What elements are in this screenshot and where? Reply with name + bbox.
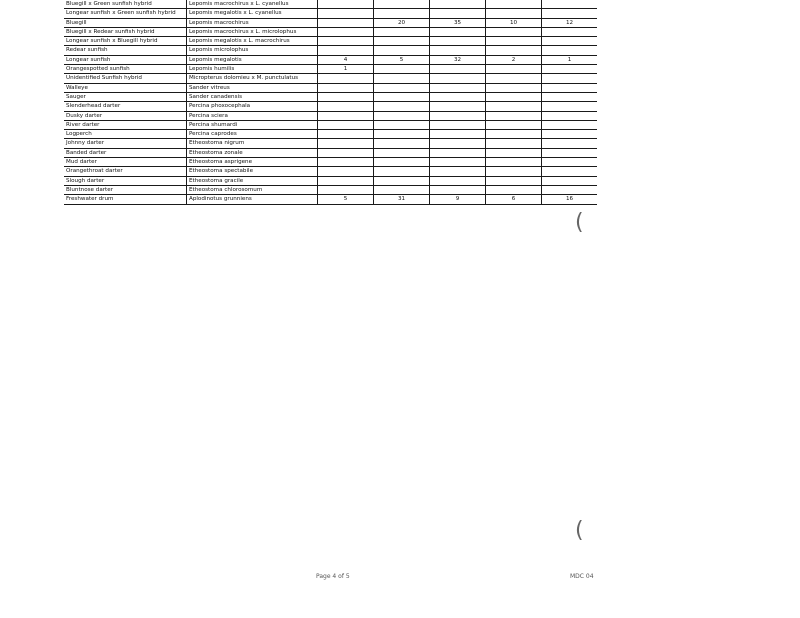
table-row: [64, 9, 597, 18]
common-name-cell: Bluntnose darter: [64, 185, 187, 194]
count-cell: [318, 46, 374, 55]
count-cell: [318, 167, 374, 176]
count-cell: [542, 130, 598, 139]
scientific-name-cell: Etheostoma spectabile: [187, 167, 318, 176]
table-row: [64, 37, 597, 46]
common-name-cell: Sauger: [64, 92, 187, 101]
scientific-name-cell: Lepomis microlophus: [187, 46, 318, 55]
count-cell: [374, 176, 430, 185]
count-cell: [318, 83, 374, 92]
scientific-name-cell: Etheostoma nigrum: [187, 139, 318, 148]
common-name-cell: Longear sunfish x Bluegill hybrid: [64, 37, 187, 46]
table-row: [64, 18, 597, 27]
count-cell: [374, 167, 430, 176]
count-cell: 35: [430, 18, 486, 27]
scientific-name-cell: Etheostoma chlorosomum: [187, 185, 318, 194]
count-cell: [374, 83, 430, 92]
count-cell: [374, 27, 430, 36]
scientific-name-cell: Sander vitreus: [187, 83, 318, 92]
count-cell: [318, 74, 374, 83]
table-row: [64, 111, 597, 120]
count-cell: [486, 139, 542, 148]
common-name-cell: Freshwater drum: [64, 195, 187, 204]
count-cell: [542, 139, 598, 148]
common-name-cell: Slough darter: [64, 176, 187, 185]
count-cell: [486, 158, 542, 167]
table-row: [64, 148, 597, 157]
count-cell: [430, 46, 486, 55]
count-cell: 5: [374, 55, 430, 64]
count-cell: [430, 139, 486, 148]
count-cell: [486, 0, 542, 9]
scientific-name-cell: Etheostoma gracile: [187, 176, 318, 185]
count-cell: [318, 0, 374, 9]
table-row: [64, 102, 597, 111]
count-cell: [486, 120, 542, 129]
count-cell: [430, 92, 486, 101]
count-cell: [430, 120, 486, 129]
table-row: [64, 74, 597, 83]
table-row: [64, 120, 597, 129]
count-cell: [374, 185, 430, 194]
count-cell: [430, 65, 486, 74]
count-cell: [542, 9, 598, 18]
count-cell: [318, 27, 374, 36]
count-cell: [430, 27, 486, 36]
count-cell: [486, 92, 542, 101]
count-cell: 9: [430, 195, 486, 204]
count-cell: 1: [542, 55, 598, 64]
common-name-cell: Unidentified Sunfish hybrid: [64, 74, 187, 83]
scientific-name-cell: Micropterus dolomieu x M. punctulatus: [187, 74, 318, 83]
common-name-cell: Dusky darter: [64, 111, 187, 120]
common-name-cell: Longear sunfish x Green sunfish hybrid: [64, 9, 187, 18]
scientific-name-cell: Etheostoma zonale: [187, 148, 318, 157]
table-row: [64, 167, 597, 176]
table-row: [64, 195, 597, 204]
count-cell: [318, 111, 374, 120]
common-name-cell: Banded darter: [64, 148, 187, 157]
count-cell: 5: [318, 195, 374, 204]
count-cell: [542, 46, 598, 55]
table-row: [64, 0, 597, 9]
count-cell: [374, 0, 430, 9]
count-cell: [486, 176, 542, 185]
count-cell: [374, 130, 430, 139]
count-cell: 16: [542, 195, 598, 204]
scientific-name-cell: Lepomis macrochirus: [187, 18, 318, 27]
count-cell: [374, 92, 430, 101]
table-body: [64, 0, 597, 204]
count-cell: 20: [374, 18, 430, 27]
count-cell: [486, 102, 542, 111]
count-cell: [374, 46, 430, 55]
count-cell: [430, 148, 486, 157]
table-row: [64, 176, 597, 185]
count-cell: [318, 139, 374, 148]
count-cell: [318, 176, 374, 185]
count-cell: [318, 37, 374, 46]
count-cell: [318, 18, 374, 27]
common-name-cell: River darter: [64, 120, 187, 129]
count-cell: [542, 65, 598, 74]
document-code: MDC 04: [570, 573, 594, 580]
count-cell: [542, 111, 598, 120]
count-cell: [374, 158, 430, 167]
common-name-cell: Logperch: [64, 130, 187, 139]
table-row: [64, 55, 597, 64]
count-cell: 31: [374, 195, 430, 204]
count-cell: [374, 120, 430, 129]
table-row: [64, 130, 597, 139]
count-cell: 1: [318, 65, 374, 74]
count-cell: [542, 158, 598, 167]
count-cell: [486, 9, 542, 18]
count-cell: [542, 92, 598, 101]
common-name-cell: Bluegill: [64, 18, 187, 27]
count-cell: [486, 111, 542, 120]
scientific-name-cell: Percina sciera: [187, 111, 318, 120]
count-cell: [318, 185, 374, 194]
count-cell: [430, 185, 486, 194]
count-cell: [430, 74, 486, 83]
common-name-cell: Walleye: [64, 83, 187, 92]
common-name-cell: Redear sunfish: [64, 46, 187, 55]
fish-species-table: [64, 0, 597, 205]
table-row: [64, 185, 597, 194]
count-cell: [430, 176, 486, 185]
table-row: [64, 83, 597, 92]
count-cell: [486, 27, 542, 36]
count-cell: [486, 130, 542, 139]
table-row: [64, 46, 597, 55]
count-cell: [486, 83, 542, 92]
scientific-name-cell: Lepomis megalotis x L. macrochirus: [187, 37, 318, 46]
count-cell: [486, 148, 542, 157]
count-cell: 2: [486, 55, 542, 64]
common-name-cell: Bluegill x Redear sunfish hybrid: [64, 27, 187, 36]
count-cell: [542, 185, 598, 194]
count-cell: [542, 102, 598, 111]
scientific-name-cell: Percina phoxocephala: [187, 102, 318, 111]
count-cell: [318, 9, 374, 18]
count-cell: [430, 130, 486, 139]
count-cell: [486, 37, 542, 46]
count-cell: [318, 130, 374, 139]
count-cell: [374, 148, 430, 157]
scientific-name-cell: Percina shumardi: [187, 120, 318, 129]
count-cell: 6: [486, 195, 542, 204]
count-cell: [430, 37, 486, 46]
count-cell: [486, 185, 542, 194]
count-cell: [318, 120, 374, 129]
scientific-name-cell: Lepomis macrochirus x L. microlophus: [187, 27, 318, 36]
count-cell: [542, 27, 598, 36]
count-cell: [542, 167, 598, 176]
scientific-name-cell: Lepomis megalotis: [187, 55, 318, 64]
binding-hole-mark-icon: (: [575, 518, 584, 543]
count-cell: [486, 65, 542, 74]
common-name-cell: Bluegill x Green sunfish hybrid: [64, 0, 187, 9]
count-cell: [542, 0, 598, 9]
scientific-name-cell: Etheostoma asprigene: [187, 158, 318, 167]
count-cell: [374, 102, 430, 111]
count-cell: [430, 158, 486, 167]
common-name-cell: Mud darter: [64, 158, 187, 167]
count-cell: [374, 37, 430, 46]
table-row: [64, 158, 597, 167]
count-cell: 32: [430, 55, 486, 64]
common-name-cell: Orangespotted sunfish: [64, 65, 187, 74]
binding-hole-mark-icon: (: [575, 210, 584, 235]
count-cell: [430, 167, 486, 176]
table-row: [64, 65, 597, 74]
table-row: [64, 92, 597, 101]
count-cell: [430, 9, 486, 18]
count-cell: [374, 139, 430, 148]
count-cell: [430, 102, 486, 111]
count-cell: [486, 167, 542, 176]
count-cell: [374, 65, 430, 74]
count-cell: [318, 158, 374, 167]
count-cell: [430, 0, 486, 9]
count-cell: [374, 9, 430, 18]
count-cell: [542, 148, 598, 157]
count-cell: 12: [542, 18, 598, 27]
count-cell: [374, 74, 430, 83]
count-cell: [486, 74, 542, 83]
scientific-name-cell: Sander canadensis: [187, 92, 318, 101]
count-cell: [430, 111, 486, 120]
count-cell: 10: [486, 18, 542, 27]
scientific-name-cell: Lepomis macrochirus x L. cyanellus: [187, 0, 318, 9]
count-cell: [542, 176, 598, 185]
scientific-name-cell: Aplodinotus grunniens: [187, 195, 318, 204]
count-cell: [318, 92, 374, 101]
scientific-name-cell: Lepomis megalotis x L. cyanellus: [187, 9, 318, 18]
count-cell: [542, 83, 598, 92]
count-cell: [542, 120, 598, 129]
table-row: [64, 139, 597, 148]
common-name-cell: Slenderhead darter: [64, 102, 187, 111]
count-cell: [318, 148, 374, 157]
count-cell: 4: [318, 55, 374, 64]
scientific-name-cell: Lepomis humilis: [187, 65, 318, 74]
count-cell: [486, 46, 542, 55]
page-number: Page 4 of 5: [316, 573, 350, 580]
count-cell: [542, 74, 598, 83]
count-cell: [374, 111, 430, 120]
scientific-name-cell: Percina caprodes: [187, 130, 318, 139]
count-cell: [430, 83, 486, 92]
count-cell: [542, 37, 598, 46]
common-name-cell: Johnny darter: [64, 139, 187, 148]
common-name-cell: Longear sunfish: [64, 55, 187, 64]
count-cell: [318, 102, 374, 111]
common-name-cell: Orangethroat darter: [64, 167, 187, 176]
table-row: [64, 27, 597, 36]
